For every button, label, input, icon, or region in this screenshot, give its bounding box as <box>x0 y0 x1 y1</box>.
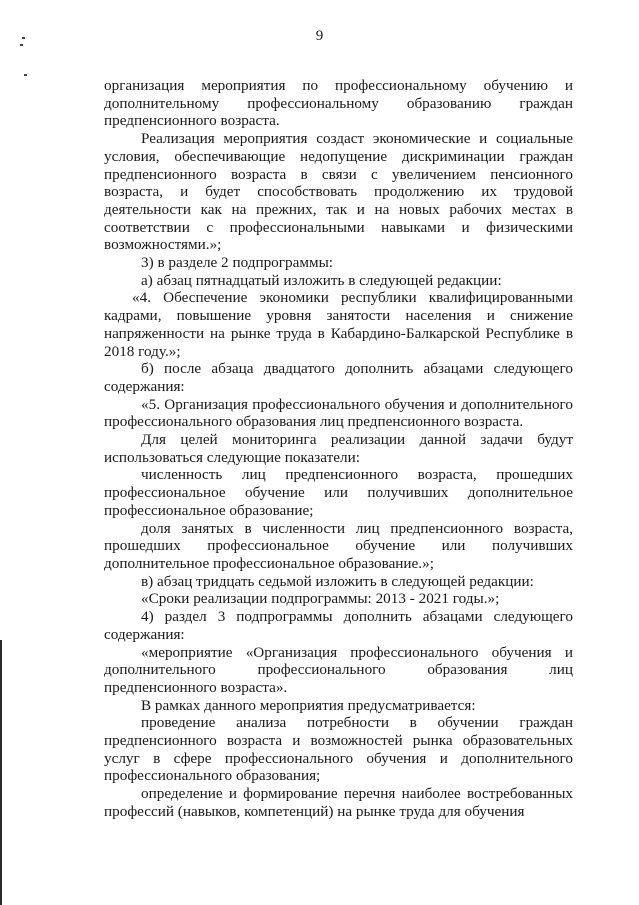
paragraph: «мероприятие «Организация профессионального обучения и дополнительного профессионального образования лиц предпенсионного возраста». <box>104 643 573 696</box>
paragraph: доля занятых в численности лиц предпенсионного возраста, прошедших профессиональное обучение или получивших дополнительное профессиональное образование.»; <box>104 519 573 572</box>
paragraph: численность лиц предпенсионного возраста, прошедших профессиональное обучение или получивших дополнительное профессиональное образование; <box>104 466 573 519</box>
paragraph: 3) в разделе 2 подпрограммы: <box>141 254 333 272</box>
scan-speck <box>24 74 27 76</box>
page-number: 9 <box>315 28 324 44</box>
paragraph: а) абзац пятнадцатый изложить в следующей редакции: <box>141 271 502 289</box>
paragraph: В рамках данного мероприятия предусматривается: <box>141 696 476 714</box>
paragraph: организация мероприятия по профессиональному обучению и дополнительному профессиональному образованию граждан предпенсионного возраста. <box>104 77 573 130</box>
paragraph: б) после абзаца двадцатого дополнить абзацами следующего содержания: <box>104 360 573 395</box>
paragraph: определение и формирование перечня наиболее востребованных профессий (навыков, компетенций) на рынке труда для обучения <box>104 785 573 820</box>
paragraph: в) абзац тридцать седьмой изложить в следующей редакции: <box>141 572 534 590</box>
paragraph: проведение анализа потребности в обучении граждан предпенсионного возраста и возможностей рынка образовательных услуг в сфере профессионального обучения и дополнительного профессионального образования; <box>104 714 573 785</box>
paragraph: «5. Организация профессионального обучения и дополнительного профессионального образования лиц предпенсионного возраста. <box>104 395 573 431</box>
paragraph: «Сроки реализации подпрограммы: 2013 - 2021 годы.»; <box>141 590 500 608</box>
paragraph: Для целей мониторинга реализации данной задачи будут использоваться следующие показатели: <box>104 431 573 466</box>
body-text <box>104 77 573 821</box>
scan-edge-line <box>0 640 2 905</box>
paragraph: Реализация мероприятия создаст экономические и социальные условия, обеспечивающие недопущение дискриминации граждан предпенсионного возраста в связи с увеличением пенсионного возраста, и будет способствовать продолжению их трудовой деятельности как на прежних, так и на новых рабочих местах в соответствии с профессиональными навыками и физическими возможностями.»; <box>104 130 573 254</box>
paragraph: «4. Обеспечение экономики республики квалифицированными кадрами, повышение уровня занятости населения и снижение напряженности на рынке труда в Кабардино-Балкарской Республике в 2018 году.»; <box>104 289 573 360</box>
paragraph: 4) раздел 3 подпрограммы дополнить абзацами следующего содержания: <box>104 608 573 643</box>
